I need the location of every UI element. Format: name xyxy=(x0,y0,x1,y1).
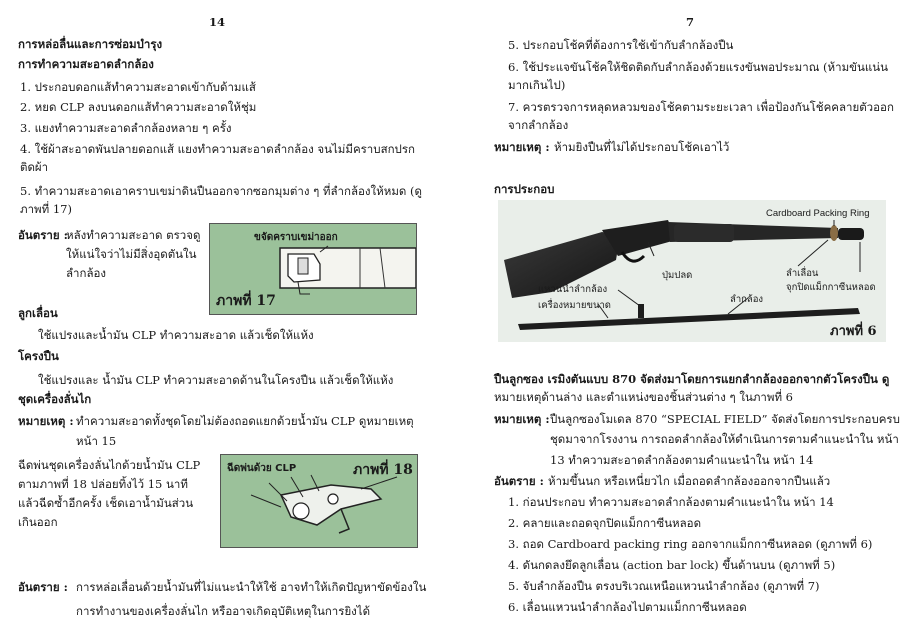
warning-line: ลำกล้อง xyxy=(66,266,107,280)
step-item: 4. ใช้ผ้าสะอาดพันปลายดอกแส้ แยงทำความสะอาดลำกล้อง จนไม่มีคราบสกปรก xyxy=(20,142,415,156)
para-line: หมายเหตุด้านล่าง และตำแหน่งของชิ้นส่วนต่าง ๆ ในภาพที่ 6 xyxy=(494,390,793,404)
spray-line: ฉีดพ่นชุดเครื่องลั่นไกด้วยน้ำมัน CLP xyxy=(18,458,201,472)
warning-label: อันตราย : xyxy=(494,474,544,488)
step-item: 3. ถอด Cardboard packing ring ออกจากแม็กกาซีนหลอด (ดูภาพที่ 6) xyxy=(508,537,873,551)
subsection-heading: การทำความสะอาดลำกล้อง xyxy=(18,57,154,71)
label-barrel: ลำกล้อง xyxy=(730,294,764,305)
step-item: 2. หยด CLP ลงบนดอกแส้ทำความสะอาดให้ชุ่ม xyxy=(20,100,257,114)
spray-line: เกินออก xyxy=(18,515,58,529)
bolt-text: ใช้แปรงและน้ำมัน CLP ทำความสะอาด แล้วเช็ดให้แห้ง xyxy=(38,328,314,342)
note-line: ทำความสะอาดทั้งชุดโดยไม่ต้องถอดแยกด้วยน้ำมัน CLP ดูหมายเหตุ xyxy=(76,414,414,428)
spray-line: แล้วฉีดซ้ำอีกครั้ง เช็ดเอาน้ำมันส่วน xyxy=(18,496,194,510)
figure-17-label: ภาพที่ 17 xyxy=(216,293,276,309)
step-item: 2. คลายและถอดจุกปิดแม็กกาซีนหลอด xyxy=(508,516,702,530)
warning-line: ให้แน่ใจว่าไม่มีสิ่งอุดตันใน xyxy=(66,247,197,261)
figure-18-caption: ฉีดพ่นด้วย CLP xyxy=(227,463,297,474)
label-action-bar: ปุ่มปลด xyxy=(662,270,693,281)
step-item: 1. ประกอบดอกแส้ทำความสะอาดเข้ากับด้ามแส้ xyxy=(20,80,256,94)
figure-6-label: ภาพที่ 6 xyxy=(830,324,877,339)
step-item: 3. แยงทำความสะอาดลำกล้องหลาย ๆ ครั้ง xyxy=(20,121,232,135)
spray-line: ตามภาพที่ 18 ปล่อยทิ้งไว้ 15 นาที xyxy=(18,477,188,491)
frame-text: ใช้แปรงและ น้ำมัน CLP ทำความสะอาดด้านในโครงปืน แล้วเช็ดให้แห้ง xyxy=(38,373,394,387)
step-item-cont: มากเกินไป) xyxy=(508,78,566,92)
note-label: หมายเหตุ : xyxy=(494,412,550,426)
figure-17 xyxy=(209,223,417,315)
section-heading: การหล่อลื่นและการซ่อมบำรุง xyxy=(18,37,163,51)
figure-17-caption: ขจัดคราบเขม่าออก xyxy=(254,232,338,243)
step-item-cont: ติดผ้า xyxy=(20,160,49,174)
note-text: ห้ามยิงปืนที่ไม่ได้ประกอบโช้คเอาไว้ xyxy=(554,140,730,154)
step-item: 5. จับลำกล้องปืน ตรงบริเวณเหนือแหวนนำลำกล้อง (ดูภาพที่ 7) xyxy=(508,579,820,593)
step-item: 6. เลื่อนแหวนนำลำกล้องไปตามแม็กกาซีนหลอด xyxy=(508,600,747,614)
para-line: ปืนลูกซอง เรมิงตันแบบ 870 จัดส่งมาโดยการแยกลำกล้องออกจากตัวโครงปืน ดู xyxy=(494,372,890,386)
step-item: 7. ควรตรวจการหลุดหลวมของโช้คตามระยะเวลา เพื่อป้องกันโช้คคลายตัวออก xyxy=(508,100,894,114)
frame-heading: โครงปืน xyxy=(18,349,59,363)
note-label: หมายเหตุ : xyxy=(18,414,74,428)
step-item: 5. ทำความสะอาดเอาคราบเขม่าดินปืนออกจากซอกมุมต่าง ๆ ที่ลำกล้องให้หมด (ดู xyxy=(20,184,422,198)
label-barrel-ring: แหวนนำลำกล้อง xyxy=(538,284,608,295)
label-magazine-cap: ลำเลื่อน xyxy=(786,268,819,279)
label-packing-ring: Cardboard Packing Ring xyxy=(766,208,870,219)
warning-label: อันตราย : xyxy=(18,580,68,594)
page-number-left: 14 xyxy=(209,15,226,29)
note-line: หน้า 15 xyxy=(76,434,117,448)
figure-18-label: ภาพที่ 18 xyxy=(353,462,413,478)
note-line: ชุดมาจากโรงงาน การถอดลำกล้องให้ดำเนินการตามคำแนะนำใน หน้า xyxy=(550,432,899,446)
warning-line: การหล่อเลื่อนด้วยน้ำมันที่ไม่แนะนำให้ใช้ อาจทำให้เกิดปัญหาขัดข้องใน xyxy=(76,580,427,594)
step-item-cont: ภาพที่ 17) xyxy=(20,202,72,216)
note-line: 13 ทำความสะอาดลำกล้องตามคำแนะนำใน หน้า 14 xyxy=(550,453,814,467)
page-number-right: 7 xyxy=(686,15,695,29)
warning-line: หลังทำความสะอาด ตรวจดู xyxy=(66,228,201,242)
figure-6-photo xyxy=(498,200,886,342)
bolt-heading: ลูกเลื่อน xyxy=(18,306,58,320)
figure-18 xyxy=(220,454,418,548)
step-item: 1. ก่อนประกอบ ทำความสะอาดลำกล้องตามคำแนะนำใน หน้า 14 xyxy=(508,495,834,509)
label-magazine-cap-2: จุกปิดแม็กกาซีนหลอด xyxy=(786,282,876,293)
label-sight: เครื่องหมายขนาด xyxy=(538,300,611,311)
step-item: 5. ประกอบโช้คที่ต้องการใช้เข้ากับลำกล้องปืน xyxy=(508,38,734,52)
step-item-cont: จากลำกล้อง xyxy=(508,118,569,132)
note-label: หมายเหตุ : xyxy=(494,140,550,154)
assembly-heading: การประกอบ xyxy=(494,182,555,196)
note-line: ปืนลูกซองโมเดล 870 “SPECIAL FIELD” จัดส่งโดยการประกอบครบ xyxy=(550,412,900,426)
trigger-heading: ชุดเครื่องลั่นไก xyxy=(18,392,92,406)
step-item: 4. ดันกดลงยึดลูกเลื่อน (action bar lock) ขึ้นด้านบน (ดูภาพที่ 5) xyxy=(508,558,836,572)
warning-label: อันตราย : xyxy=(18,228,68,242)
warning-line: การทำงานของเครื่องลั่นไก หรืออาจเกิดอุบัติเหตุในการยิงได้ xyxy=(76,604,371,618)
step-item: 6. ใช้ประแจขันโช้คให้ชิดติดกับลำกล้องด้วยแรงขันพอประมาณ (ห้ามขันแน่น xyxy=(508,60,889,74)
warning-text: ห้ามขึ้นนก หรือเหนี่ยวไก เมื่อถอดลำกล้องออกจากปืนแล้ว xyxy=(548,474,831,488)
